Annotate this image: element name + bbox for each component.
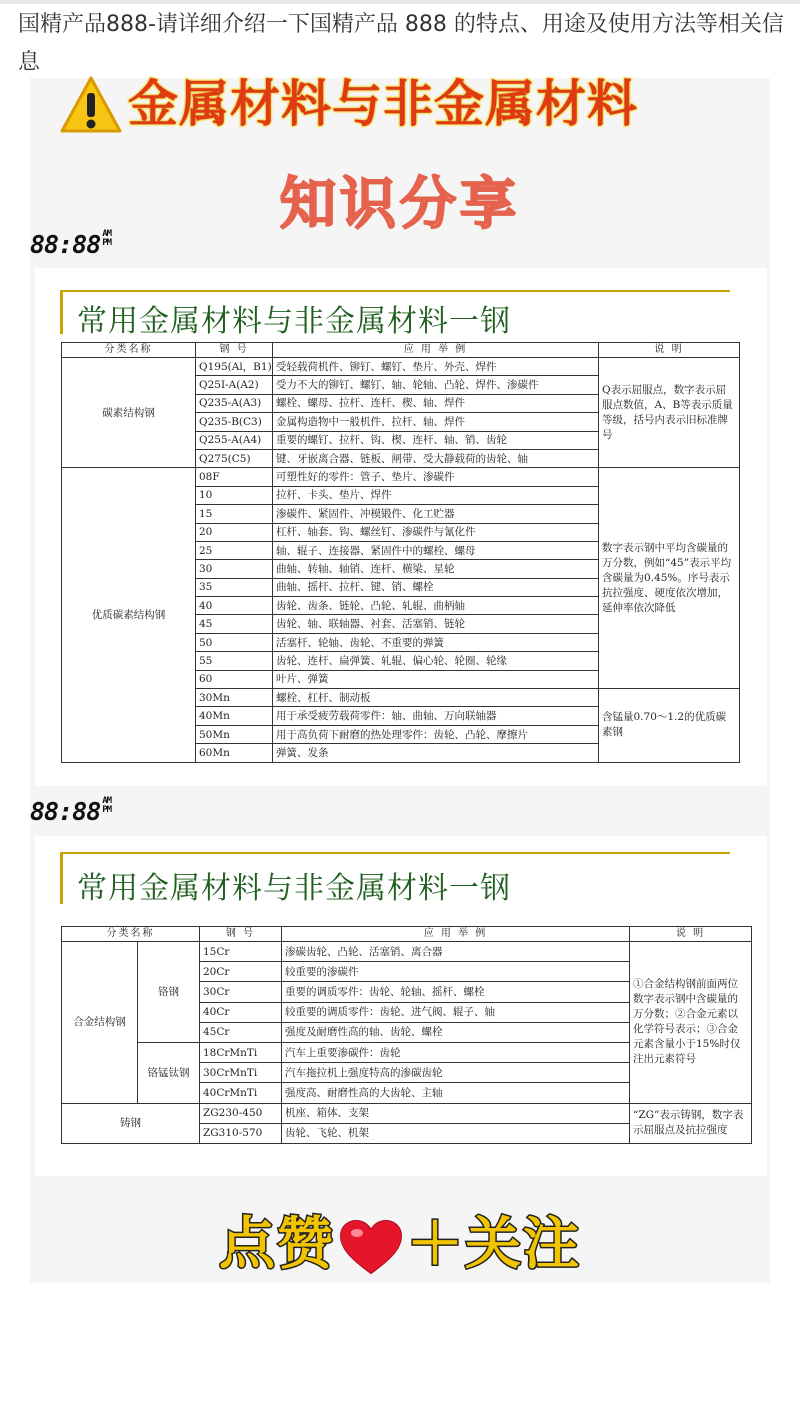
application-cell: 齿轮、飞轮、机架 (282, 1123, 630, 1143)
note-cell: 含锰量0.70～1.2的优质碳素钢 (599, 689, 740, 763)
grade-cell: ZG230-450 (200, 1103, 282, 1123)
sheet-title: 常用金属材料与非金属材料一钢 (77, 304, 511, 339)
table-row (62, 942, 752, 962)
like-label: 点赞 (219, 1212, 335, 1277)
note-cell: 数字表示钢中平均含碳量的万分数，例如“45”表示平均含碳量为0.45%。序号表示抗拉强度、硬度依次增加，延伸率依次降低 (599, 468, 740, 689)
application-cell: 齿轮、轴、联轴器、衬套、活塞销、链轮 (273, 615, 599, 633)
application-cell: 弹簧、发条 (273, 744, 599, 762)
grade-cell: 20 (196, 523, 273, 541)
grade-cell: 50Mn (196, 725, 273, 743)
table-sheet-1 (35, 268, 767, 786)
grade-cell: 45 (196, 615, 273, 633)
follow-label: ＋关注 (407, 1212, 581, 1277)
grade-cell: 30Cr (200, 982, 282, 1002)
table-row (62, 468, 740, 486)
grade-cell: 08F (196, 468, 273, 486)
grade-cell: 15 (196, 505, 273, 523)
grade-cell: 30 (196, 560, 273, 578)
grade-cell: Q25I-A(A2) (196, 376, 273, 394)
steel-table-2 (61, 926, 752, 1144)
table-sheet-2 (35, 836, 767, 1176)
application-cell: 机座、箱体、支架 (282, 1103, 630, 1123)
grade-cell: 15Cr (200, 942, 282, 962)
steel-table-1 (61, 342, 740, 763)
grade-cell: Q235-A(A3) (196, 394, 273, 412)
category-cell: 碳素结构钢 (62, 358, 196, 468)
grade-cell: ZG310-570 (200, 1123, 282, 1143)
grade-cell: 18CrMnTi (200, 1042, 282, 1062)
application-cell: 齿轮、齿条、链轮、凸轮、轧辊、曲柄轴 (273, 597, 599, 615)
header-application: 应 用 举 例 (273, 343, 599, 358)
application-cell: 受力不大的铆钉、螺钉、轴、轮轴、凸轮、焊件、渗碳件 (273, 376, 599, 394)
note-cell: “ZG”表示铸钢，数字表示屈服点及抗拉强度 (630, 1103, 752, 1143)
application-cell: 杠杆、轴套、钩、螺丝钉、渗碳件与氰化件 (273, 523, 599, 541)
application-cell: 较重要的调质零件：齿轮、进气阀、辊子、轴 (282, 1002, 630, 1022)
application-cell: 螺栓、杠杆、制动板 (273, 689, 599, 707)
application-cell: 受轻载荷机件、铆钉、螺钉、垫片、外壳、焊件 (273, 358, 599, 376)
table-row (62, 1103, 752, 1123)
subcategory-cell: 铬钢 (138, 942, 200, 1043)
application-cell: 叶片、弹簧 (273, 670, 599, 688)
grade-cell: 60Mn (196, 744, 273, 762)
clock-time: 88:88 (30, 230, 101, 259)
application-cell: 可塑性好的零件：管子、垫片、渗碳件 (273, 468, 599, 486)
clock-display (30, 230, 116, 259)
page-title: 国精产品888-请详细介绍一下国精产品 888 的特点、用途及使用方法等相关信息 (18, 12, 784, 75)
header-category: 分类名称 (62, 343, 196, 358)
category-cell: 铸钢 (62, 1103, 200, 1143)
grade-cell: 40Mn (196, 707, 273, 725)
grade-cell: 40 (196, 597, 273, 615)
grade-cell: Q275(C5) (196, 449, 273, 467)
clock-ampm: AM PM (102, 229, 112, 248)
application-cell: 金属构造物中一般机件、拉杆、轴、焊件 (273, 413, 599, 431)
application-cell: 较重要的渗碳件 (282, 962, 630, 982)
application-cell: 渗碳齿轮、凸轮、活塞销、离合器 (282, 942, 630, 962)
application-cell: 曲轴、转轴、轴销、连杆、横梁、星轮 (273, 560, 599, 578)
table-header-row (62, 343, 740, 358)
grade-cell: Q235-B(C3) (196, 413, 273, 431)
application-cell: 强度高、耐磨性高的大齿轮、主轴 (282, 1083, 630, 1103)
header-grade: 钢 号 (200, 927, 282, 942)
title-rule (60, 852, 730, 854)
table-header-row (62, 927, 752, 942)
grade-cell: 25 (196, 541, 273, 559)
grade-cell: 35 (196, 578, 273, 596)
application-cell: 轴、辊子、连接器、紧固件中的螺栓、螺母 (273, 541, 599, 559)
note-cell: ①合金结构钢前面两位数字表示钢中含碳量的万分数；②合金元素以化学符号表示；③合金元素含量小于15%时仅注出元素符号 (630, 942, 752, 1104)
application-cell: 重要的螺钉、拉杆、钩、楔、连杆、轴、销、齿轮 (273, 431, 599, 449)
category-cell: 合金结构钢 (62, 942, 138, 1104)
header-application: 应 用 举 例 (282, 927, 630, 942)
application-cell: 曲轴、摇杆、拉杆、键、销、螺栓 (273, 578, 599, 596)
header-note: 说 明 (630, 927, 752, 942)
application-cell: 螺栓、螺母、拉杆、连杆、楔、轴、焊件 (273, 394, 599, 412)
header-grade: 钢 号 (196, 343, 273, 358)
grade-cell: Q195(Al，B1) (196, 358, 273, 376)
title-bar (60, 290, 63, 334)
header-category: 分类名称 (62, 927, 200, 942)
poster-subhead: 知识分享 (280, 172, 520, 237)
grade-cell: 30CrMnTi (200, 1063, 282, 1083)
note-cell: Q表示屈服点，数字表示屈服点数值，A、B等表示质量等级，括号内表示旧标准牌号 (599, 358, 740, 468)
grade-cell: 40Cr (200, 1002, 282, 1022)
title-bar (60, 852, 63, 904)
application-cell: 用于高负荷下耐磨的热处理零件：齿轮、凸轮、摩擦片 (273, 725, 599, 743)
clock-ampm: AM PM (102, 796, 112, 815)
title-rule (60, 290, 730, 292)
grade-cell: 60 (196, 670, 273, 688)
application-cell: 齿轮、连杆、扁弹簧、轧辊、偏心轮、轮圈、轮缘 (273, 652, 599, 670)
application-cell: 汽车上重要渗碳件：齿轮 (282, 1042, 630, 1062)
table-row (62, 358, 740, 376)
application-cell: 强度及耐磨性高的轴、齿轮、螺栓 (282, 1022, 630, 1042)
warning-icon (60, 76, 122, 134)
grade-cell: 50 (196, 633, 273, 651)
application-cell: 活塞杆、轮轴、齿轮、不重要的弹簧 (273, 633, 599, 651)
like-follow-banner (0, 1200, 800, 1280)
clock-display (30, 797, 116, 826)
application-cell: 汽车拖拉机上强度特高的渗碳齿轮 (282, 1063, 630, 1083)
grade-cell: 20Cr (200, 962, 282, 982)
sheet-title: 常用金属材料与非金属材料一钢 (77, 871, 511, 906)
subcategory-cell: 铬锰钛钢 (138, 1042, 200, 1103)
grade-cell: 30Mn (196, 689, 273, 707)
poster-headline (60, 72, 740, 136)
grade-cell: 40CrMnTi (200, 1083, 282, 1103)
grade-cell: Q255-A(A4) (196, 431, 273, 449)
application-cell: 键、牙嵌离合器、链板、闸带、受大静载荷的齿轮、轴 (273, 449, 599, 467)
header-note: 说 明 (599, 343, 740, 358)
heart-icon (339, 1219, 403, 1277)
application-cell: 用于承受疲劳载荷零件：轴、曲轴、万向联轴器 (273, 707, 599, 725)
application-cell: 渗碳件、紧固件、冲模锻件、化工贮器 (273, 505, 599, 523)
top-bar (0, 0, 800, 4)
grade-cell: 55 (196, 652, 273, 670)
grade-cell: 10 (196, 486, 273, 504)
application-cell: 重要的调质零件：齿轮、轮轴、摇杆、螺栓 (282, 982, 630, 1002)
application-cell: 拉杆、卡头、垫片、焊件 (273, 486, 599, 504)
clock-time: 88:88 (30, 797, 101, 826)
headline-text: 金属材料与非金属材料 (128, 75, 638, 133)
category-cell: 优质碳素结构钢 (62, 468, 196, 762)
grade-cell: 45Cr (200, 1022, 282, 1042)
